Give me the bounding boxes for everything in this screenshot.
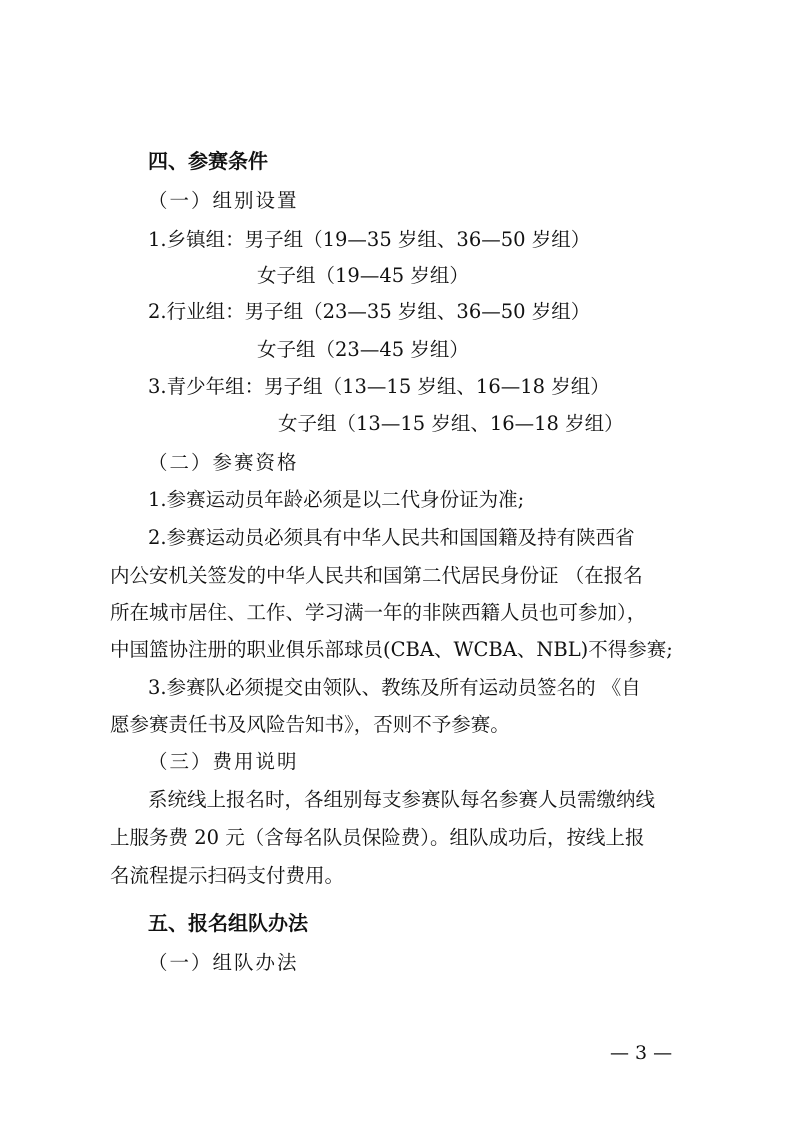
qualification-item-2-line-2: 内公安机关签发的中华人民共和国第二代居民身份证 （在报名 — [110, 564, 643, 587]
subsection-group-setup: （一）组别设置 — [148, 189, 299, 212]
subsection-qualification: （二）参赛资格 — [148, 451, 299, 474]
qualification-item-2-line-1: 2.参赛运动员必须具有中华人民共和国国籍及持有陕西省 — [148, 526, 635, 549]
qualification-item-3-line-2: 愿参赛责任书及风险告知书》，否则不予参赛。 — [110, 713, 510, 736]
subsection-fees: （三）费用说明 — [148, 750, 299, 773]
group-youth-men: 3.青少年组：男子组（13—15 岁组、16—18 岁组） — [148, 375, 610, 398]
page-number: — 3 — — [610, 1042, 673, 1064]
group-town-men: 1.乡镇组：男子组（19—35 岁组、36—50 岁组） — [148, 228, 591, 251]
fees-line-1: 系统线上报名时，各组别每支参赛队每名参赛人员需缴纳线 — [148, 788, 656, 811]
group-youth-women: 女子组（13—15 岁组、16—18 岁组） — [278, 412, 624, 435]
group-industry-women: 女子组（23—45 岁组） — [257, 338, 469, 361]
group-town-women: 女子组（19—45 岁组） — [257, 264, 469, 287]
fees-line-3: 名流程提示扫码支付费用。 — [110, 864, 345, 887]
subsection-team-method: （一）组队办法 — [148, 951, 299, 974]
group-industry-men: 2.行业组：男子组（23—35 岁组、36—50 岁组） — [148, 300, 591, 323]
qualification-item-3-line-1: 3.参赛队必须提交由领队、教练及所有运动员签名的 《自 — [148, 676, 641, 699]
qualification-item-2-line-4: 中国篮协注册的职业俱乐部球员(CBA、WCBA、NBL)不得参赛; — [110, 638, 673, 661]
fees-line-2: 上服务费 20 元（含每名队员保险费）。组队成功后，按线上报 — [110, 826, 645, 849]
section-4-heading: 四、参赛条件 — [148, 149, 268, 173]
qualification-item-1: 1.参赛运动员年龄必须是以二代身份证为准; — [148, 488, 525, 511]
section-5-heading: 五、报名组队办法 — [148, 911, 308, 935]
qualification-item-2-line-3: 所在城市居住、工作、学习满一年的非陕西籍人员也可参加）， — [110, 601, 647, 624]
